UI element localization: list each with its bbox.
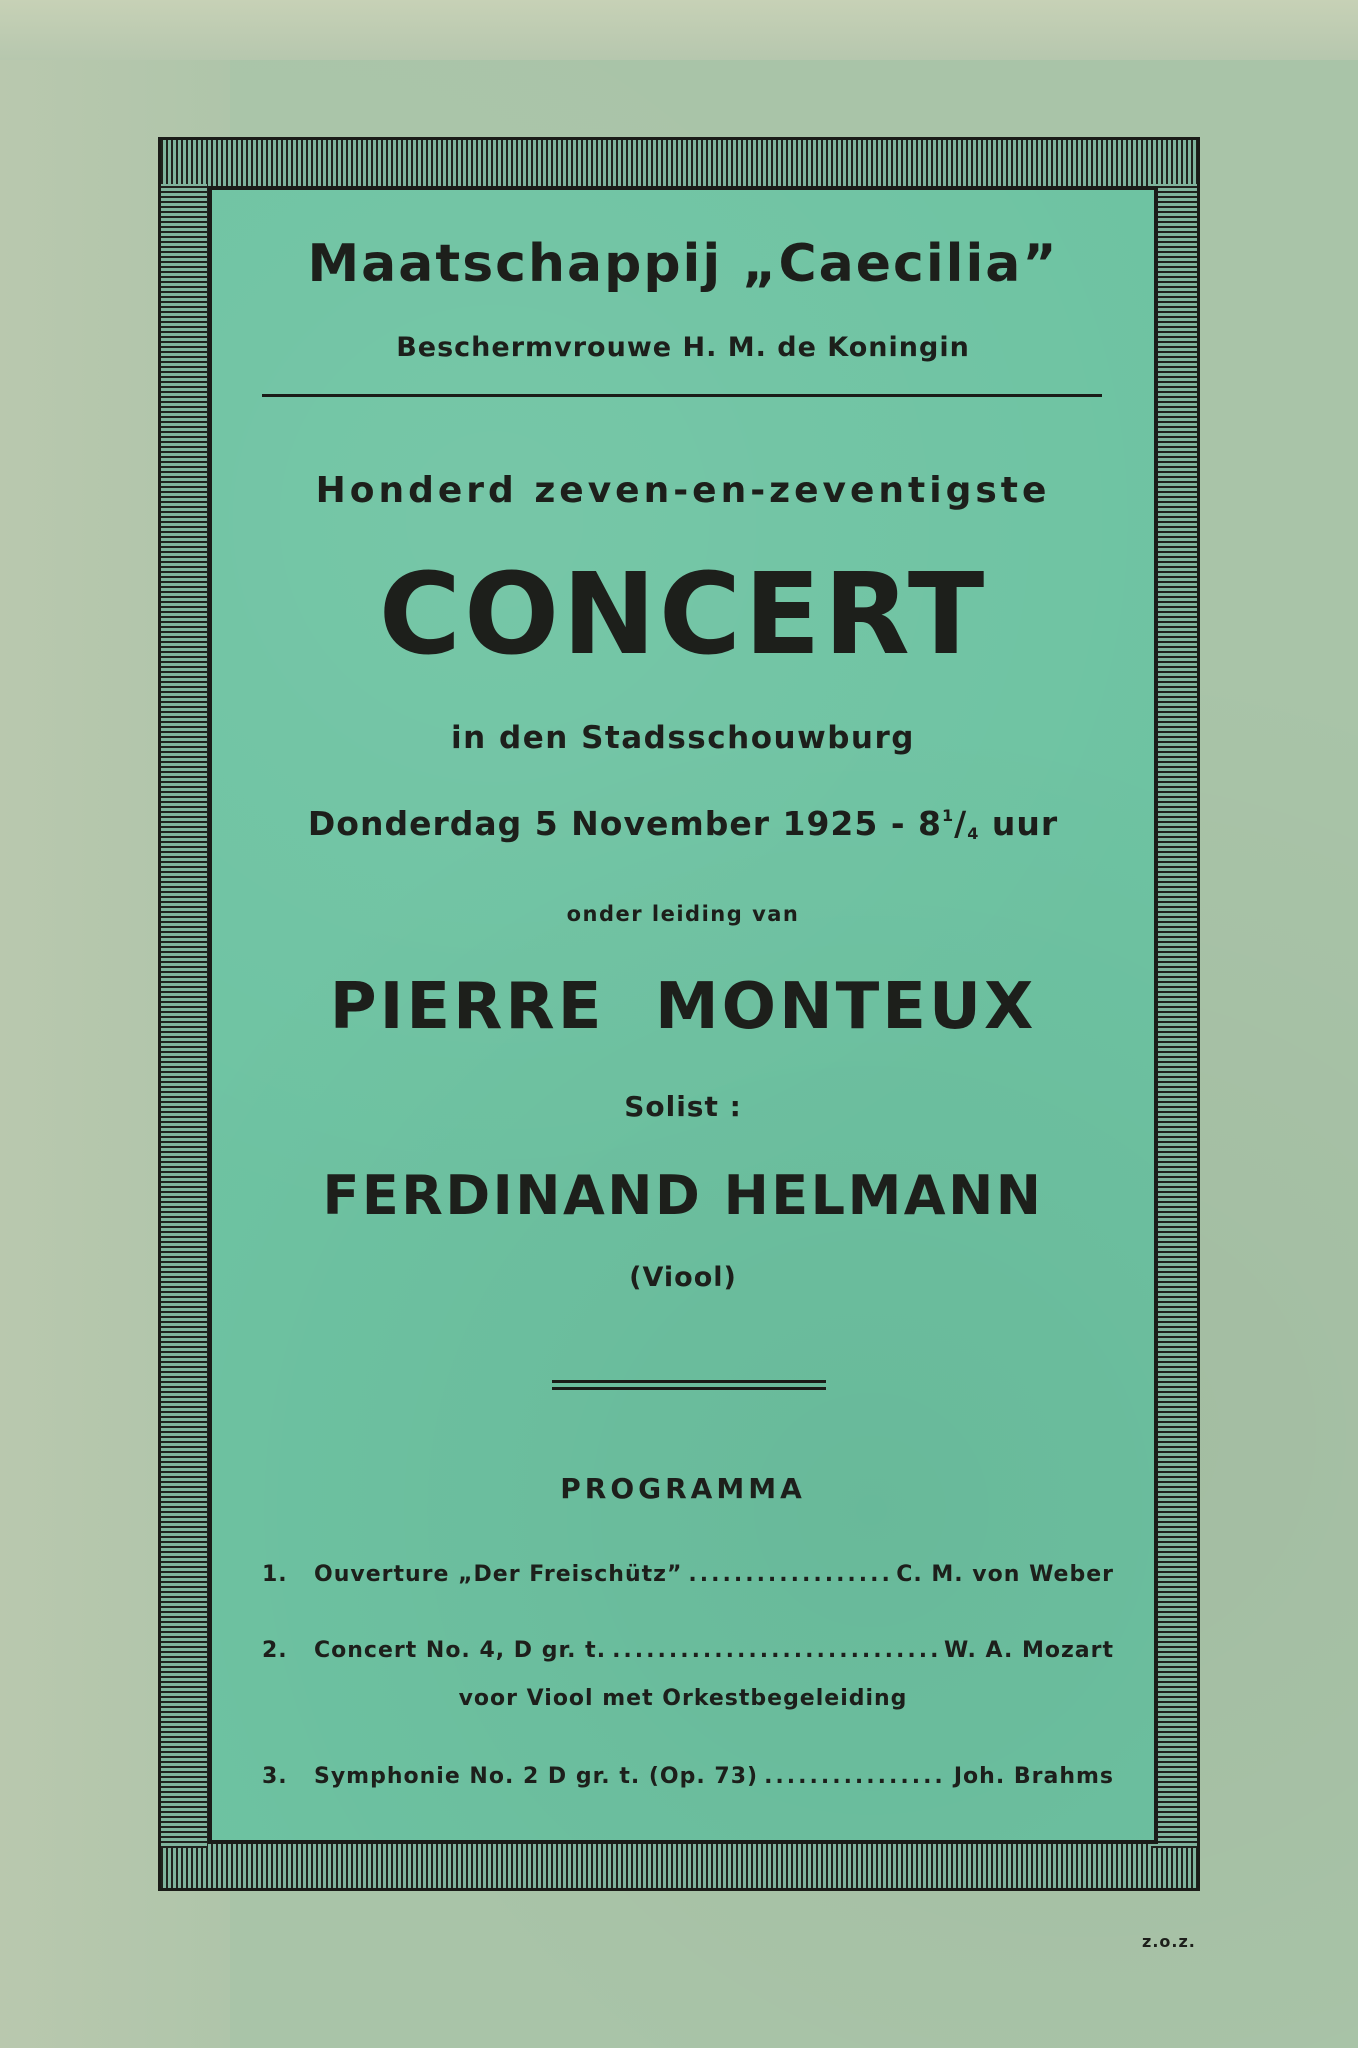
conductor-intro: onder leiding van: [566, 902, 800, 926]
time-unit: uur: [979, 804, 1059, 843]
program-item-number: 3.: [262, 1764, 288, 1789]
program-item: [262, 1764, 1114, 1789]
conductor-name: PIERRE MONTEUX: [329, 970, 1037, 1044]
concert-title: CONCERT: [378, 550, 988, 680]
program-item: [262, 1562, 1114, 1587]
time-fraction-denominator: 4: [967, 824, 980, 843]
soloist-label: Solist :: [624, 1090, 742, 1123]
program-item-composer: W. A. Mozart: [944, 1638, 1114, 1663]
header-divider: [262, 394, 1102, 397]
soloist-name: FERDINAND HELMANN: [322, 1164, 1044, 1227]
date-text: Donderdag 5 November 1925 - 8: [307, 804, 942, 843]
leader-dots: [688, 1562, 890, 1587]
venue-line: in den Stadsschouwburg: [451, 720, 915, 756]
program-item-number: 1.: [262, 1562, 288, 1587]
time-fraction-numerator: 1: [942, 806, 955, 825]
turn-over-note: z.o.z.: [1142, 1932, 1196, 1951]
soloist-instrument: (Viool): [629, 1262, 737, 1293]
time-fraction-slash: /: [954, 804, 968, 843]
program-item-number: 2.: [262, 1638, 288, 1663]
program-item-composer: Joh. Brahms: [953, 1764, 1114, 1789]
concert-program-panel: [208, 186, 1158, 1844]
program-item-title: Concert No. 4, D gr. t.: [314, 1638, 607, 1663]
society-name: Maatschappij „Caecilia”: [307, 234, 1059, 294]
patron-line: Beschermvrouwe H. M. de Koningin: [396, 332, 970, 363]
border-hatching-left: [161, 184, 207, 1848]
leader-dots: [764, 1764, 948, 1789]
section-divider: [552, 1380, 826, 1390]
date-time-line: [212, 804, 1154, 843]
program-item-note: voor Viool met Orkestbegeleiding: [458, 1686, 908, 1711]
program-item-title: Symphonie No. 2 D gr. t. (Op. 73): [314, 1764, 759, 1789]
program-content: [212, 190, 1154, 1840]
concert-number: Honderd zeven-en-zeventigste: [315, 470, 1051, 511]
program-item-title: Ouverture „Der Freischütz”: [314, 1562, 683, 1587]
paper-edge-top: [0, 0, 1358, 60]
leader-dots: [612, 1638, 938, 1663]
program-item-composer: C. M. von Weber: [896, 1562, 1114, 1587]
program-title: PROGRAMMA: [560, 1472, 806, 1505]
program-item: [262, 1638, 1114, 1663]
